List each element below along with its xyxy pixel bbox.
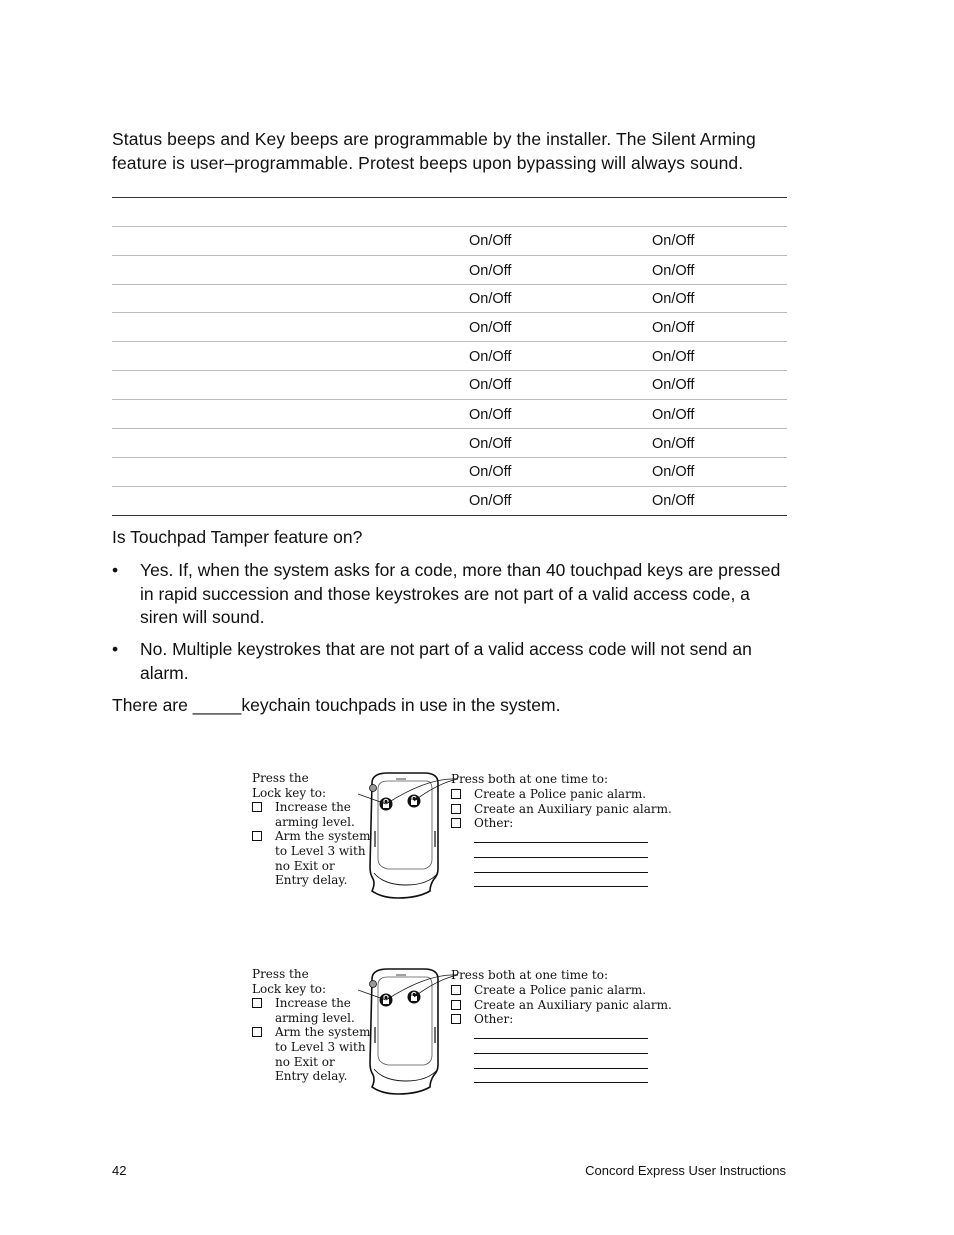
row-col2-value: On/Off [652,320,695,336]
option-label: Create an Auxiliary panic alarm. [474,998,672,1012]
row-col2-value: On/Off [652,493,695,509]
row-col2-value: On/Off [652,407,695,423]
row-col1-value: On/Off [469,377,512,393]
checkbox-icon[interactable] [252,831,262,841]
lock-key-heading: Press the [252,771,309,785]
option-label: arming level. [275,1011,355,1025]
option-label: Arm the system [275,1025,371,1039]
checkbox-icon[interactable] [252,1027,262,1037]
bullet-marker: • [112,639,119,659]
row-col1-value: On/Off [469,407,512,423]
row-col1-value: On/Off [469,349,512,365]
row-col2-value: On/Off [652,436,695,452]
table-bottom-rule [112,515,787,516]
option-label: Increase the [275,996,351,1010]
option-label: Create a Police panic alarm. [474,787,647,801]
checkbox-icon[interactable] [451,804,461,814]
checkbox-icon[interactable] [451,818,461,828]
write-in-line[interactable] [474,1038,648,1039]
tamper-question: Is Touchpad Tamper feature on? [112,527,363,547]
keychain-diagram [250,771,672,901]
intro-paragraph: Status beeps and Key beeps are programmable by the installer. The Silent Arming feature is user–programmable. Protest beeps upon bypassing will always sound. [112,129,756,173]
checkbox-icon[interactable] [451,789,461,799]
row-col1-value: On/Off [469,233,512,249]
row-col1-value: On/Off [469,436,512,452]
option-label: Entry delay. [275,1069,348,1083]
page-number: 42 [112,1163,127,1178]
row-col2-value: On/Off [652,291,695,307]
footer-doc-title: Concord Express User Instructions [585,1163,786,1178]
bullet-no-text: No. Multiple keystrokes that are not part of a valid access code will not send an alarm. [140,639,752,683]
option-label: Other: [474,816,514,830]
checkbox-icon[interactable] [451,1014,461,1024]
checkbox-icon[interactable] [252,802,262,812]
option-label: to Level 3 with [275,1040,366,1054]
keychain-count-sentence: There are _____keychain touchpads in use in the system. [112,695,561,715]
checkbox-icon[interactable] [252,998,262,1008]
write-in-line[interactable] [474,1053,648,1054]
bullet-yes-text: Yes. If, when the system asks for a code, more than 40 touchpad keys are pressed in rapid succession and those keystrokes are not part of a valid access code, a siren will sound. [140,560,781,627]
row-col2-value: On/Off [652,233,695,249]
checkbox-icon[interactable] [451,1000,461,1010]
option-label: Create an Auxiliary panic alarm. [474,802,672,816]
row-col2-value: On/Off [652,349,695,365]
write-in-line[interactable] [474,857,648,858]
option-label: Create a Police panic alarm. [474,983,647,997]
write-in-line[interactable] [474,872,648,873]
row-col1-value: On/Off [469,464,512,480]
row-col2-value: On/Off [652,263,695,279]
lock-key-heading: Press the [252,967,309,981]
panic-heading: Press both at one time to: [451,968,609,982]
option-label: Increase the [275,800,351,814]
option-label: no Exit or [275,1055,335,1069]
write-in-line[interactable] [474,886,648,887]
keychain-remote-icon [358,771,458,899]
option-label: Entry delay. [275,873,348,887]
row-col1-value: On/Off [469,263,512,279]
option-label: Arm the system [275,829,371,843]
lock-key-heading: Lock key to: [252,982,327,996]
row-col2-value: On/Off [652,377,695,393]
table-top-rule [112,197,787,198]
row-col1-value: On/Off [469,320,512,336]
panic-heading: Press both at one time to: [451,772,609,786]
option-label: arming level. [275,815,355,829]
row-col1-value: On/Off [469,493,512,509]
keychain-remote-icon [358,967,458,1095]
row-col2-value: On/Off [652,464,695,480]
bullet-marker: • [112,560,119,580]
option-label: to Level 3 with [275,844,366,858]
lock-key-heading: Lock key to: [252,786,327,800]
option-label: no Exit or [275,859,335,873]
write-in-line[interactable] [474,1068,648,1069]
checkbox-icon[interactable] [451,985,461,995]
option-label: Other: [474,1012,514,1026]
write-in-line[interactable] [474,842,648,843]
row-col1-value: On/Off [469,291,512,307]
keychain-diagram [250,967,672,1097]
write-in-line[interactable] [474,1082,648,1083]
